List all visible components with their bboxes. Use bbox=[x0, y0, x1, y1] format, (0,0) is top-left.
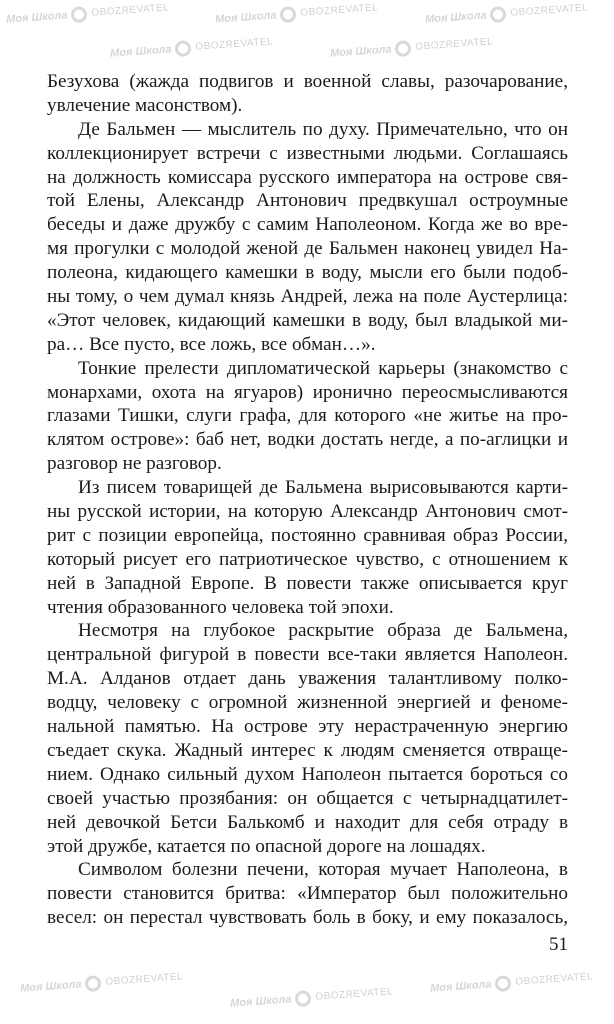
watermark-logo-icon bbox=[295, 990, 312, 1007]
watermark-partner: OBOZREVATEL bbox=[515, 971, 594, 988]
watermark-partner: OBOZREVATEL bbox=[195, 36, 274, 53]
text-line: водцу, человеку с огромной жизненной энергией и феноме- bbox=[47, 692, 568, 714]
watermark-logo-icon bbox=[85, 975, 102, 992]
watermark-logo-icon bbox=[175, 40, 192, 57]
watermark-partner: OBOZREVATEL bbox=[510, 2, 589, 19]
watermark-logo-icon bbox=[490, 6, 507, 23]
text-line: Несмотря на глубокое раскрытие образа де Бальмена, bbox=[78, 620, 568, 642]
text-line: чтения образованного человека той эпохи. bbox=[47, 596, 394, 618]
watermark bbox=[425, 0, 589, 27]
text-line: на должность комиссара русского императора на острове свя- bbox=[47, 166, 568, 188]
watermark bbox=[6, 0, 170, 27]
text-line: ней девочкой Бетси Балькомб и находит для себя отраду в bbox=[47, 811, 568, 833]
watermark-logo-icon bbox=[495, 975, 512, 992]
watermark-brand: Моя Школа bbox=[429, 978, 492, 995]
watermark-partner: OBOZREVATEL bbox=[105, 971, 184, 988]
text-line: Де Бальмен — мыслитель по духу. Примечательно, что он bbox=[78, 118, 568, 140]
watermark-brand: Моя Школа bbox=[424, 9, 487, 26]
text-line: рит с позиции европейца, постоянно сравнивая образ России, bbox=[47, 524, 568, 546]
body-text bbox=[47, 70, 568, 930]
text-line: глазами Тишки, слуги графа, для которого «не житье на про- bbox=[47, 405, 568, 427]
text-line: М.А. Алданов отдает дань уважения талантливому полко- bbox=[47, 668, 568, 690]
paragraph bbox=[47, 858, 568, 930]
text-line: ны русской истории, на которую Александр Антонович смот- bbox=[47, 501, 568, 523]
watermark-logo-icon bbox=[280, 6, 297, 23]
text-line: съедает скука. Жадный интерес к людям сменяется отвраще- bbox=[47, 739, 568, 761]
watermark-brand: Моя Школа bbox=[19, 978, 82, 995]
text-line: Из писем товарищей де Бальмена вырисовываются карти- bbox=[78, 477, 568, 499]
watermark bbox=[330, 34, 494, 61]
text-line: разговор не разговор. bbox=[47, 453, 222, 475]
watermark bbox=[215, 0, 379, 27]
text-line: ра… Все пусто, все ложь, все обман…». bbox=[47, 333, 376, 355]
text-line: мя прогулки с молодой женой де Бальмен наконец увидел На- bbox=[47, 238, 568, 260]
text-line: Символом болезни печени, которая мучает Наполеона, в bbox=[78, 859, 568, 881]
text-line: «Этот человек, кидающий камешки в воду, был владыкой ми- bbox=[47, 309, 568, 331]
paragraph bbox=[47, 118, 568, 357]
text-line: коллекционирует встречи с известными людьми. Соглашаясь bbox=[47, 142, 568, 164]
text-line: нальной памятью. На острове эту нерастраченную энергию bbox=[47, 716, 568, 738]
paragraph bbox=[47, 70, 568, 118]
paragraph bbox=[47, 476, 568, 619]
text-line: повести становится бритва: «Император был положительно bbox=[47, 883, 568, 905]
text-line: нием. Однако сильный духом Наполеон пытается бороться со bbox=[47, 763, 568, 785]
watermark bbox=[430, 969, 594, 996]
text-line: ны тому, о чем думал князь Андрей, лежа на поле Аустерлица: bbox=[47, 286, 568, 308]
paragraph bbox=[47, 619, 568, 858]
watermark-partner: OBOZREVATEL bbox=[300, 2, 379, 19]
text-line: полеона, кидающего камешки в воду, мысли его были подоб- bbox=[47, 262, 568, 284]
text-line: который рисует его патриотическое чувство, с отношением к bbox=[47, 548, 568, 570]
watermark-brand: Моя Школа bbox=[229, 993, 292, 1010]
watermark-partner: OBOZREVATEL bbox=[415, 36, 494, 53]
watermark-brand: Моя Школа bbox=[5, 9, 68, 26]
text-line: Безухова (жажда подвигов и военной славы, разочарование, bbox=[47, 71, 568, 92]
watermark-logo-icon bbox=[71, 6, 88, 23]
text-line: весел: он перестал чувствовать боль в боку, и ему показалось, bbox=[47, 907, 568, 929]
text-line: центральной фигурой в повести все-таки является Наполеон. bbox=[47, 644, 568, 666]
text-line: клятом острове»: баб нет, водки достать негде, а по-аглицки и bbox=[47, 429, 568, 451]
page-number: 51 bbox=[549, 934, 568, 955]
watermark bbox=[110, 34, 274, 61]
text-line: монархами, охота на ягуаров) иронично переосмысливаются bbox=[47, 381, 568, 403]
text-line: этой дружбе, катается по опасной дороге на лошадях. bbox=[47, 835, 486, 857]
watermark-brand: Моя Школа bbox=[109, 43, 172, 60]
text-line: увлечение масонством). bbox=[47, 94, 243, 116]
watermark-brand: Моя Школа bbox=[214, 9, 277, 26]
watermark-partner: OBOZREVATEL bbox=[315, 986, 394, 1003]
watermark-logo-icon bbox=[395, 40, 412, 57]
watermark bbox=[20, 969, 184, 996]
watermark-brand: Моя Школа bbox=[329, 43, 392, 60]
text-line: беседы и даже дружбу с самим Наполеоном. Когда же во вре- bbox=[47, 214, 568, 236]
watermark-partner: OBOZREVATEL bbox=[91, 2, 170, 19]
text-line: той Елены, Александр Антонович предвкушал остроумные bbox=[47, 190, 568, 212]
paragraph bbox=[47, 357, 568, 476]
text-line: своей участью прозябания: он общается с четырнадцатилет- bbox=[47, 787, 568, 809]
watermark bbox=[230, 984, 394, 1011]
text-line: Тонкие прелести дипломатической карьеры (знакомство с bbox=[78, 357, 568, 379]
text-line: ней в Западной Европе. В повести также описывается круг bbox=[47, 572, 568, 594]
